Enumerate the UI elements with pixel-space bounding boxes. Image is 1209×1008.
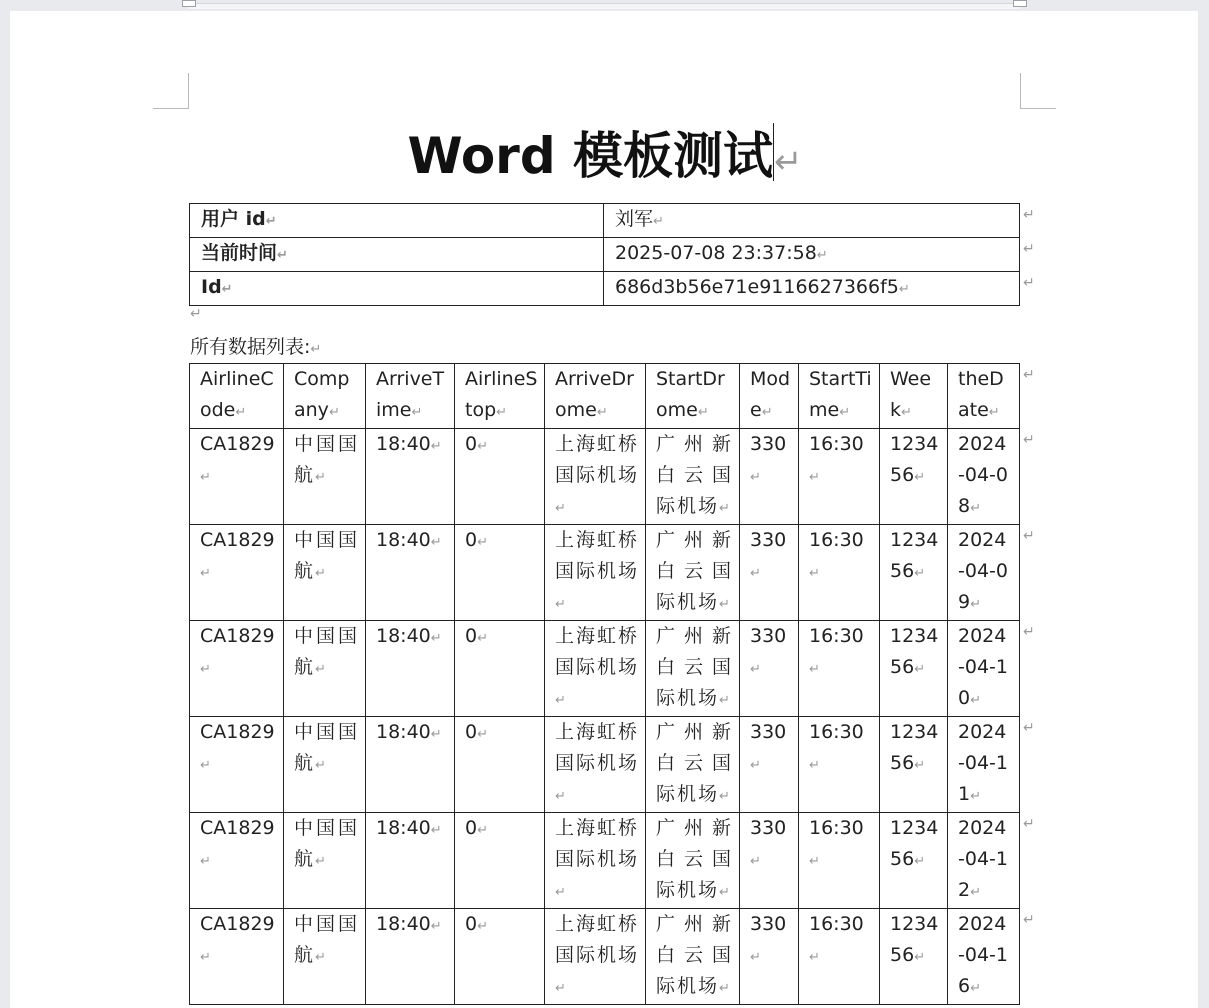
cell-end-mark-icon: ↵ [970,981,981,996]
table-cell-text: 上海虹桥国际机场 [555,625,640,678]
column-header[interactable] [366,364,455,429]
cell-end-mark-icon: ↵ [430,919,442,934]
table-cell-text: 330 [750,913,787,935]
cell-end-mark-icon: ↵ [477,631,488,646]
cell-end-mark-icon: ↵ [719,789,732,804]
table-cell[interactable] [190,717,284,813]
list-label-text: 所有数据列表: [190,336,311,358]
table-cell-text: CA1829 [200,625,275,647]
table-cell[interactable] [545,621,646,717]
cell-end-mark-icon: ↵ [719,597,732,612]
table-cell[interactable] [880,621,948,717]
column-header-text: StartTime [809,368,872,421]
table-row [190,429,1020,525]
table-cell-text: 330 [750,721,787,743]
table-cell-text: 18:40 [376,721,431,743]
table-cell[interactable] [190,813,284,909]
column-header[interactable] [880,364,948,429]
table-cell-text: 广州新白云国际机场 [656,625,733,709]
cell-end-mark-icon: ↵ [430,823,442,838]
table-cell[interactable] [880,909,948,1005]
table-cell-text: 330 [750,817,787,839]
table-cell[interactable] [284,429,366,525]
cell-end-mark-icon: ↵ [477,535,488,550]
table-cell-text: 上海虹桥国际机场 [555,433,640,486]
info-value-cell-text: 686d3b56e71e9116627366f5 [615,276,899,298]
table-cell[interactable] [948,525,1020,621]
table-cell-text: 中国国航 [294,529,359,582]
table-cell[interactable] [948,621,1020,717]
column-header-text: ArriveDrome [555,368,634,421]
table-cell-text: CA1829 [200,817,275,839]
column-header-text: AirlineStop [465,368,538,421]
column-header[interactable] [948,364,1020,429]
table-cell-text: 123456 [890,529,939,582]
paragraph-mark-icon: ↵ [774,142,803,182]
column-header[interactable] [284,364,366,429]
cell-end-mark-icon: ↵ [970,693,981,708]
table-cell-text: 18:40 [376,625,431,647]
row-end-mark-icon: ↵ [1023,240,1035,257]
cell-end-mark-icon: ↵ [719,885,732,900]
table-cell-text: 123456 [890,913,939,966]
cell-end-mark-icon: ↵ [315,470,328,485]
table-cell-text: 2024-04-09 [958,529,1008,613]
column-header-text: Company [294,368,350,421]
row-end-mark-icon: ↵ [1023,911,1035,928]
table-row [190,813,1020,909]
column-header-text: AirlineCode [200,368,274,421]
cell-end-mark-icon: ↵ [653,214,664,229]
table-cell-text: 上海虹桥国际机场 [555,913,640,966]
table-cell-text: 上海虹桥国际机场 [555,721,640,774]
cell-end-mark-icon: ↵ [315,950,328,965]
ruler-track [188,3,1020,9]
cell-end-mark-icon: ↵ [496,405,508,420]
info-key-cell-text: Id [201,276,222,298]
table-cell[interactable] [799,429,880,525]
cell-end-mark-icon: ↵ [430,439,442,454]
table-cell-text: 123456 [890,625,939,678]
table-cell[interactable] [740,909,799,1005]
table-cell[interactable] [455,813,545,909]
table-cell[interactable] [455,621,545,717]
table-cell[interactable] [880,429,948,525]
cell-end-mark-icon: ↵ [596,405,608,420]
column-header[interactable] [455,364,545,429]
table-cell-text: 中国国航 [294,625,359,678]
empty-paragraph-mark-icon: ↵ [190,306,202,322]
row-end-mark-icon: ↵ [1023,719,1035,736]
cell-end-mark-icon: ↵ [411,405,423,420]
table-cell-text: 广州新白云国际机场 [656,529,733,613]
info-table[interactable] [189,203,1020,306]
table-cell-text: 广州新白云国际机场 [656,433,733,517]
info-row [190,238,1020,272]
table-cell-text: CA1829 [200,433,275,455]
table-cell-text: 0 [465,529,478,551]
row-end-mark-icon: ↵ [1023,431,1035,448]
info-value-cell[interactable] [604,238,1020,272]
cell-end-mark-icon: ↵ [914,566,926,581]
table-cell[interactable] [545,813,646,909]
cell-end-mark-icon: ↵ [477,439,488,454]
cell-end-mark-icon: ↵ [898,282,910,297]
cell-end-mark-icon: ↵ [970,597,981,612]
column-header[interactable] [545,364,646,429]
cell-end-mark-icon: ↵ [719,693,732,708]
cell-end-mark-icon: ↵ [970,789,981,804]
cell-end-mark-icon: ↵ [315,566,328,581]
cell-end-mark-icon: ↵ [277,248,288,263]
cell-end-mark-icon: ↵ [200,470,211,485]
row-end-mark-icon: ↵ [1023,527,1035,544]
table-cell-text: 16:30 [809,625,864,647]
table-row [190,717,1020,813]
table-cell[interactable] [190,909,284,1005]
table-cell[interactable] [646,621,740,717]
info-key-cell-text: 用户 id [201,208,266,230]
cell-end-mark-icon: ↵ [315,758,328,773]
margin-corner-top-right [1020,73,1056,109]
table-cell[interactable] [545,909,646,1005]
list-label[interactable] [190,332,321,365]
table-cell[interactable] [366,429,455,525]
table-cell-text: 123456 [890,433,939,486]
table-cell[interactable] [545,525,646,621]
column-header[interactable] [190,364,284,429]
info-value-cell[interactable] [604,204,1020,238]
table-cell[interactable] [284,909,366,1005]
table-cell-text: 123456 [890,817,939,870]
table-cell-text: 中国国航 [294,913,359,966]
cell-end-mark-icon: ↵ [970,501,981,516]
table-cell[interactable] [545,429,646,525]
info-key-cell-text: 当前时间 [201,242,278,264]
cell-end-mark-icon: ↵ [235,405,247,420]
table-cell[interactable] [455,909,545,1005]
row-end-mark-icon: ↵ [1023,623,1035,640]
cell-end-mark-icon: ↵ [816,248,828,263]
cell-end-mark-icon: ↵ [555,885,568,900]
info-row [190,204,1020,238]
cell-end-mark-icon: ↵ [430,535,442,550]
margin-corner-top-left [153,73,189,109]
table-cell-text: 18:40 [376,817,431,839]
document-title-text: Word 模板测试 [407,127,774,185]
cell-end-mark-icon: ↵ [914,950,926,965]
column-header-text: Week [890,368,932,421]
cell-end-mark-icon: ↵ [200,566,211,581]
table-cell-text: 16:30 [809,433,864,455]
cell-end-mark-icon: ↵ [809,950,820,965]
right-indent-marker[interactable] [1013,0,1027,7]
cell-end-mark-icon: ↵ [200,950,211,965]
table-cell-text: 2024-04-12 [958,817,1008,901]
table-cell[interactable] [366,717,455,813]
table-cell[interactable] [366,621,455,717]
horizontal-ruler [0,0,1209,10]
table-cell-text: 2024-04-10 [958,625,1008,709]
cell-end-mark-icon: ↵ [265,214,277,229]
table-row [190,621,1020,717]
column-header-text: StartDrome [656,368,725,421]
row-end-mark-icon: ↵ [1023,274,1035,291]
table-cell[interactable] [740,621,799,717]
info-row [190,272,1020,306]
table-cell[interactable] [799,525,880,621]
cell-end-mark-icon: ↵ [430,631,442,646]
table-cell[interactable] [880,813,948,909]
table-cell-text: 16:30 [809,817,864,839]
table-cell[interactable] [190,525,284,621]
table-cell[interactable] [455,717,545,813]
table-cell[interactable] [284,525,366,621]
document-page[interactable] [10,11,1198,1008]
table-header-row [190,364,1020,429]
cell-end-mark-icon: ↵ [809,566,820,581]
cell-end-mark-icon: ↵ [555,789,568,804]
info-key-cell[interactable] [190,272,604,306]
table-row [190,525,1020,621]
column-header[interactable] [740,364,799,429]
table-cell-text: 上海虹桥国际机场 [555,529,640,582]
cell-end-mark-icon: ↵ [555,693,568,708]
table-cell[interactable] [799,621,880,717]
cell-end-mark-icon: ↵ [315,854,328,869]
table-cell-text: 0 [465,817,478,839]
table-cell[interactable] [740,429,799,525]
table-cell[interactable] [740,813,799,909]
table-cell[interactable] [646,717,740,813]
table-cell-text: 330 [750,625,787,647]
cell-end-mark-icon: ↵ [477,727,488,742]
table-cell-text: CA1829 [200,721,275,743]
cell-end-mark-icon: ↵ [750,662,761,677]
document-title[interactable] [190,123,1020,195]
column-header[interactable] [646,364,740,429]
cell-end-mark-icon: ↵ [914,854,926,869]
table-cell[interactable] [646,525,740,621]
table-cell-text: 16:30 [809,721,864,743]
table-cell-text: 2024-04-16 [958,913,1008,997]
cell-end-mark-icon: ↵ [970,885,981,900]
cell-end-mark-icon: ↵ [697,405,709,420]
table-cell-text: 广州新白云国际机场 [656,913,733,997]
table-cell[interactable] [190,429,284,525]
table-cell-text: 2024-04-11 [958,721,1008,805]
cell-end-mark-icon: ↵ [809,758,820,773]
cell-end-mark-icon: ↵ [839,405,851,420]
cell-end-mark-icon: ↵ [914,662,926,677]
table-cell-text: 2024-04-08 [958,433,1008,517]
paragraph-mark-icon: ↵ [310,342,322,357]
table-cell-text: 广州新白云国际机场 [656,721,733,805]
table-cell-text: 0 [465,433,478,455]
table-row [190,909,1020,1005]
cell-end-mark-icon: ↵ [719,981,732,996]
table-cell[interactable] [455,525,545,621]
table-cell[interactable] [799,717,880,813]
table-cell[interactable] [799,909,880,1005]
table-cell-text: 18:40 [376,913,431,935]
table-cell[interactable] [740,717,799,813]
column-header-text: theDate [958,368,1004,421]
cell-end-mark-icon: ↵ [750,470,761,485]
cell-end-mark-icon: ↵ [555,501,568,516]
cell-end-mark-icon: ↵ [315,662,328,677]
table-cell[interactable] [799,813,880,909]
table-cell-text: 123456 [890,721,939,774]
table-cell-text: 0 [465,625,478,647]
table-cell-text: 0 [465,913,478,935]
cell-end-mark-icon: ↵ [750,758,761,773]
cell-end-mark-icon: ↵ [200,854,211,869]
table-cell[interactable] [880,525,948,621]
column-header-text: Mode [750,368,791,421]
cell-end-mark-icon: ↵ [750,566,761,581]
table-cell-text: 330 [750,433,787,455]
table-cell-text: 0 [465,721,478,743]
table-cell[interactable] [948,717,1020,813]
row-end-mark-icon: ↵ [1023,206,1035,223]
table-cell[interactable] [948,429,1020,525]
table-cell-text: 中国国航 [294,721,359,774]
cell-end-mark-icon: ↵ [555,597,568,612]
cell-end-mark-icon: ↵ [809,470,820,485]
cell-end-mark-icon: ↵ [555,981,568,996]
cell-end-mark-icon: ↵ [901,405,912,420]
table-cell-text: CA1829 [200,913,275,935]
info-key-cell[interactable] [190,204,604,238]
cell-end-mark-icon: ↵ [477,919,488,934]
table-cell[interactable] [646,813,740,909]
cell-end-mark-icon: ↵ [809,854,820,869]
cell-end-mark-icon: ↵ [914,470,926,485]
table-cell-text: 330 [750,529,787,551]
table-cell-text: CA1829 [200,529,275,551]
table-cell[interactable] [190,621,284,717]
table-cell[interactable] [880,717,948,813]
table-cell[interactable] [366,525,455,621]
left-indent-marker[interactable] [182,0,196,7]
flight-data-table[interactable] [189,363,1020,1005]
table-cell[interactable] [646,909,740,1005]
column-header[interactable] [799,364,880,429]
row-end-mark-icon: ↵ [1023,815,1035,832]
table-cell-text: 18:40 [376,433,431,455]
table-cell[interactable] [740,525,799,621]
table-cell-text: 广州新白云国际机场 [656,817,733,901]
cell-end-mark-icon: ↵ [200,662,211,677]
table-cell[interactable] [948,909,1020,1005]
cell-end-mark-icon: ↵ [750,854,761,869]
cell-end-mark-icon: ↵ [988,405,1000,420]
table-cell[interactable] [646,429,740,525]
column-header-text: ArriveTime [376,368,445,421]
table-cell-text: 16:30 [809,529,864,551]
cell-end-mark-icon: ↵ [761,405,773,420]
table-cell[interactable] [284,813,366,909]
table-cell-text: 16:30 [809,913,864,935]
cell-end-mark-icon: ↵ [328,405,340,420]
cell-end-mark-icon: ↵ [914,758,926,773]
info-value-cell-text: 刘军 [615,208,654,230]
table-cell[interactable] [455,429,545,525]
cell-end-mark-icon: ↵ [200,758,211,773]
table-cell-text: 上海虹桥国际机场 [555,817,640,870]
cell-end-mark-icon: ↵ [430,727,442,742]
table-cell-text: 中国国航 [294,433,359,486]
info-key-cell[interactable] [190,238,604,272]
table-cell[interactable] [948,813,1020,909]
table-cell[interactable] [545,717,646,813]
cell-end-mark-icon: ↵ [477,823,488,838]
cell-end-mark-icon: ↵ [221,282,233,297]
row-end-mark-icon: ↵ [1023,366,1035,383]
table-cell[interactable] [366,813,455,909]
info-value-cell[interactable] [604,272,1020,306]
table-cell[interactable] [366,909,455,1005]
table-cell[interactable] [284,717,366,813]
table-cell[interactable] [284,621,366,717]
cell-end-mark-icon: ↵ [719,501,732,516]
info-value-cell-text: 2025-07-08 23:37:58 [615,242,817,264]
table-cell-text: 18:40 [376,529,431,551]
table-cell-text: 中国国航 [294,817,359,870]
cell-end-mark-icon: ↵ [750,950,761,965]
cell-end-mark-icon: ↵ [809,662,820,677]
